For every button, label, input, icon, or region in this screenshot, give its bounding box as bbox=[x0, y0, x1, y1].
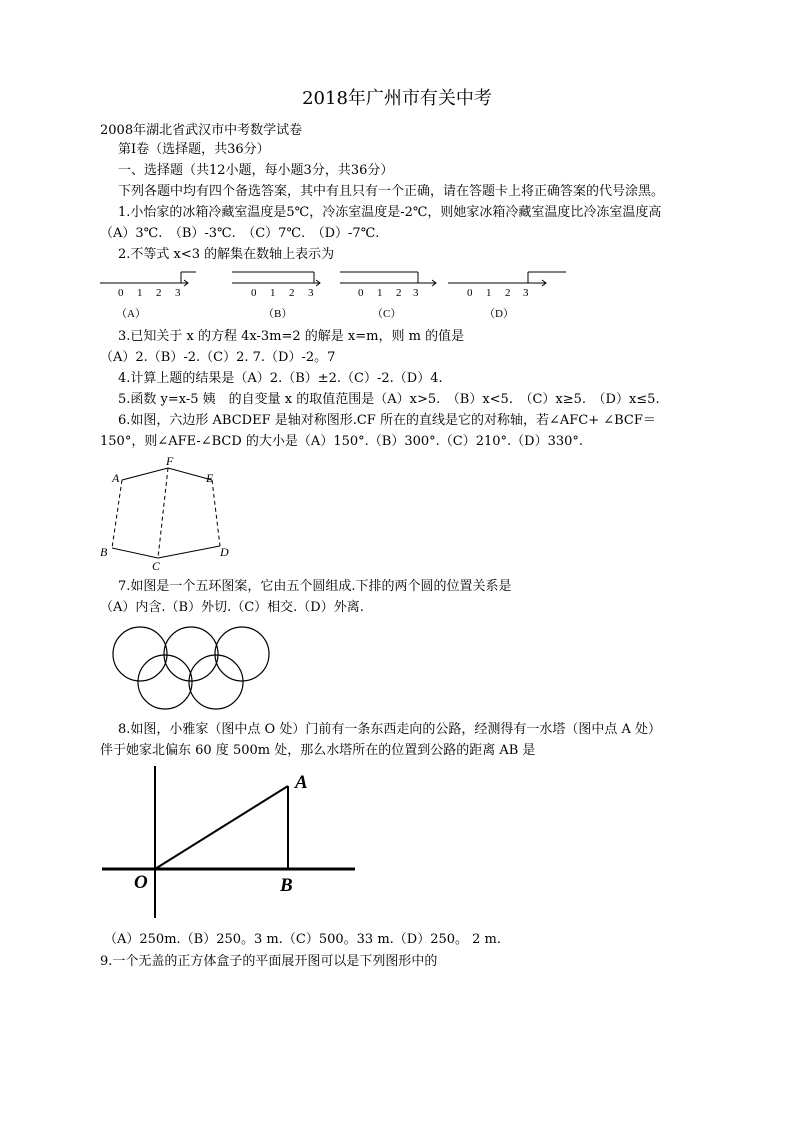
q3-stem: 3.已知关于 x 的方程 4x-3m=2 的解是 x=m，则 m 的值是 bbox=[118, 329, 465, 344]
q8-label-o: O bbox=[134, 872, 148, 893]
q7-options: （A）内含.（B）外切.（C）相交.（D）外离. bbox=[100, 600, 364, 615]
q6-stem: 6.如图，六边形 ABCDEF 是轴对称图形.CF 所在的直线是它的对称轴，若∠AFC+ ∠BCF＝ bbox=[118, 413, 656, 428]
q2a-tick-2: 2 bbox=[156, 287, 162, 299]
q2c-tick-0: 0 bbox=[358, 287, 364, 299]
q7-stem: 7.如图是一个五环图案，它由五个圆组成.下排的两个圆的位置关系是 bbox=[118, 579, 512, 594]
q5-stem: 5.函数 y=x-5 姨 的自变量 x 的取值范围是（A）x>5. （B）x<5. （C）x≥5. （D）x≤5. bbox=[118, 392, 660, 407]
q2b-tick-2: 2 bbox=[289, 287, 295, 299]
q6-label-b: B bbox=[100, 545, 108, 559]
exam-subtitle: 2008年湖北省武汉市中考数学试卷 bbox=[100, 123, 303, 138]
q2-option-d: （D） bbox=[484, 308, 514, 320]
q1-options: （A）3℃. （B）-3℃. （C）7℃. （D）-7℃. bbox=[100, 226, 380, 241]
q6-label-d: D bbox=[220, 545, 229, 559]
q6-label-a: A bbox=[112, 471, 120, 485]
q2b-tick-1: 1 bbox=[270, 287, 276, 299]
page-title: 2018年广州市有关中考 bbox=[302, 88, 492, 109]
q6-stem-cont: 150°，则∠AFE-∠BCD 的大小是（A）150°.（B）300°.（C）210°.（D）330°. bbox=[100, 434, 584, 449]
q2-stem: 2.不等式 x<3 的解集在数轴上表示为 bbox=[118, 247, 335, 262]
section-heading: 一、选择题（共12小题，每小题3分，共36分） bbox=[118, 163, 394, 178]
q9-stem: 9.一个无盖的正方体盒子的平面展开图可以是下列图形中的 bbox=[100, 954, 438, 969]
q2c-tick-1: 1 bbox=[377, 287, 383, 299]
q6-label-f: F bbox=[166, 454, 174, 468]
q2c-tick-2: 2 bbox=[396, 287, 402, 299]
q6-label-c: C bbox=[152, 559, 161, 573]
q8-stem-cont: 伴于她家北偏东 60 度 500m 处，那么水塔所在的位置到公路的距离 AB 是 bbox=[100, 743, 536, 758]
q6-label-e: E bbox=[206, 471, 214, 485]
q2d-tick-0: 0 bbox=[467, 287, 473, 299]
q2c-tick-3: 3 bbox=[413, 287, 419, 299]
q8-label-b: B bbox=[280, 875, 293, 896]
q2b-tick-0: 0 bbox=[251, 287, 257, 299]
q1-stem: 1.小怡家的冰箱冷藏室温度是5℃，冷冻室温度是-2℃，则她家冰箱冷藏室温度比冷冻室温度高 bbox=[118, 205, 662, 220]
q4-stem: 4.计算上题的结果是（A）2.（B）±2.（C）-2.（D）4. bbox=[118, 371, 443, 386]
q8-stem: 8.如图，小雅家（图中点 O 处）门前有一条东西走向的公路，经测得有一水塔（图中点 A 处） bbox=[118, 722, 661, 737]
q2a-tick-1: 1 bbox=[137, 287, 143, 299]
q2-option-b: （B） bbox=[263, 308, 293, 320]
q2-number-lines bbox=[0, 265, 794, 325]
q8-options: （A）250m.（B）250。3 m.（C）500。33 m.（D）250。 2 m. bbox=[104, 932, 502, 947]
q2d-tick-2: 2 bbox=[505, 287, 511, 299]
q2d-tick-1: 1 bbox=[486, 287, 492, 299]
q2-option-a: （A） bbox=[116, 308, 146, 320]
q3-options: （A）2.（B）-2.（C）2. 7.（D）-2。7 bbox=[100, 350, 336, 365]
q2-option-c: （C） bbox=[372, 308, 402, 320]
q2a-tick-3: 3 bbox=[175, 287, 181, 299]
instruction-text: 下列各题中均有四个备选答案，其中有且只有一个正确，请在答题卡上将正确答案的代号涂黑。 bbox=[118, 184, 665, 199]
volume-heading: 第Ⅰ卷（选择题，共36分） bbox=[118, 142, 270, 157]
q8-water-tower-figure bbox=[100, 766, 360, 921]
q2b-tick-3: 3 bbox=[308, 287, 314, 299]
q2d-tick-3: 3 bbox=[523, 287, 529, 299]
q7-five-rings-figure bbox=[105, 622, 275, 712]
q8-label-a: A bbox=[295, 772, 308, 793]
q2a-tick-0: 0 bbox=[118, 287, 124, 299]
q6-hexagon-figure bbox=[98, 452, 238, 572]
